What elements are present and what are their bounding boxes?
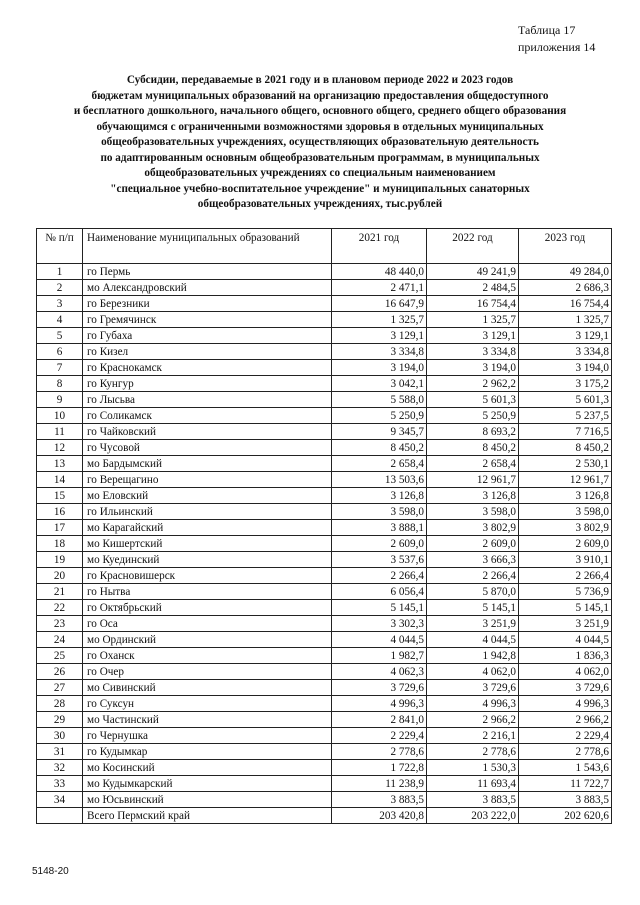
table-row [37,296,612,312]
cell-name: го Кудымкар [83,744,332,760]
caption-line-1: Таблица 17 [518,23,576,37]
cell-2022: 3 251,9 [427,616,519,632]
caption-line-2: приложения 14 [518,40,596,54]
cell-name: го Гремячинск [83,312,332,328]
table-row [37,680,612,696]
cell-name: мо Еловский [83,488,332,504]
cell-2023: 2 530,1 [519,456,612,472]
cell-2022: 203 222,0 [427,808,519,824]
cell-no: 30 [37,728,83,744]
cell-2022: 3 598,0 [427,504,519,520]
cell-name: мо Куединский [83,552,332,568]
cell-2022: 3 729,6 [427,680,519,696]
cell-name: мо Кудымкарский [83,776,332,792]
table-row [37,392,612,408]
table-row [37,328,612,344]
cell-2023: 4 996,3 [519,696,612,712]
table-row [37,744,612,760]
cell-2023: 1 543,6 [519,760,612,776]
table-row [37,584,612,600]
title-line: общеобразовательных учреждениях, осуществляющих образовательную деятельность [101,136,539,148]
cell-2022: 3 194,0 [427,360,519,376]
cell-no: 9 [37,392,83,408]
cell-name: мо Кишертский [83,536,332,552]
table-row [37,696,612,712]
cell-2023: 5 736,9 [519,584,612,600]
cell-2021: 1 722,8 [332,760,427,776]
table-total-row [37,808,612,824]
cell-2023: 4 062,0 [519,664,612,680]
table-row [37,312,612,328]
cell-2022: 5 145,1 [427,600,519,616]
cell-2021: 1 982,7 [332,648,427,664]
cell-2022: 11 693,4 [427,776,519,792]
cell-2022: 4 062,0 [427,664,519,680]
cell-2022: 2 962,2 [427,376,519,392]
table-row [37,488,612,504]
table-row [37,424,612,440]
cell-2023: 3 883,5 [519,792,612,808]
table-row [37,504,612,520]
cell-2021: 3 129,1 [332,328,427,344]
cell-2021: 2 229,4 [332,728,427,744]
cell-2021: 4 044,5 [332,632,427,648]
cell-2021: 2 778,6 [332,744,427,760]
cell-2021: 48 440,0 [332,264,427,280]
table-row [37,344,612,360]
cell-2023: 202 620,6 [519,808,612,824]
table-row [37,280,612,296]
cell-no: 12 [37,440,83,456]
cell-2023: 1 836,3 [519,648,612,664]
subsidies-table [36,228,612,824]
cell-no: 7 [37,360,83,376]
header-name: Наименование муниципальных образований [83,229,332,264]
title-line: по адаптированным основным общеобразовательным программам, в муниципальных [100,151,540,164]
table-row [37,568,612,584]
cell-2022: 3 883,5 [427,792,519,808]
cell-2022: 1 325,7 [427,312,519,328]
cell-2023: 3 126,8 [519,488,612,504]
cell-name: го Ильинский [83,504,332,520]
document-code: 5148-20 [32,866,69,877]
table-row [37,472,612,488]
cell-no: 21 [37,584,83,600]
cell-no: 32 [37,760,83,776]
cell-no [37,808,83,824]
title-line: "специальное учебно-воспитательное учреждение" и муниципальных санаторных [110,182,530,195]
cell-2023: 3 175,2 [519,376,612,392]
title-line: общеобразовательных учреждениях, тыс.рублей [197,198,443,210]
cell-2022: 2 216,1 [427,728,519,744]
cell-2023: 2 966,2 [519,712,612,728]
table-row [37,264,612,280]
title-line: бюджетам муниципальных образований на организацию предоставления общедоступного [91,89,549,102]
cell-2021: 3 334,8 [332,344,427,360]
cell-2021: 5 250,9 [332,408,427,424]
cell-2023: 4 044,5 [519,632,612,648]
cell-name: го Кизел [83,344,332,360]
cell-name: го Оса [83,616,332,632]
cell-no: 8 [37,376,83,392]
cell-no: 27 [37,680,83,696]
cell-2021: 3 729,6 [332,680,427,696]
cell-no: 5 [37,328,83,344]
cell-no: 18 [37,536,83,552]
cell-2022: 5 250,9 [427,408,519,424]
cell-2023: 3 334,8 [519,344,612,360]
table-row [37,376,612,392]
cell-2021: 2 471,1 [332,280,427,296]
cell-name: го Соликамск [83,408,332,424]
cell-name: го Оханск [83,648,332,664]
cell-2022: 2 609,0 [427,536,519,552]
cell-2021: 3 194,0 [332,360,427,376]
table-header-row [37,229,612,264]
cell-name: го Краснокамск [83,360,332,376]
table-row [37,664,612,680]
cell-no: 24 [37,632,83,648]
cell-2022: 1 942,8 [427,648,519,664]
cell-name: мо Карагайский [83,520,332,536]
cell-2023: 5 145,1 [519,600,612,616]
cell-2023: 5 601,3 [519,392,612,408]
table-body [37,264,612,824]
cell-2022: 12 961,7 [427,472,519,488]
cell-no: 34 [37,792,83,808]
cell-name: го Пермь [83,264,332,280]
cell-name: го Суксун [83,696,332,712]
cell-name: Всего Пермский край [83,808,332,824]
table-row [37,760,612,776]
cell-2022: 3 334,8 [427,344,519,360]
cell-2022: 8 450,2 [427,440,519,456]
cell-no: 4 [37,312,83,328]
cell-2023: 12 961,7 [519,472,612,488]
cell-no: 11 [37,424,83,440]
cell-no: 16 [37,504,83,520]
cell-name: го Чайковский [83,424,332,440]
cell-2021: 3 042,1 [332,376,427,392]
cell-no: 22 [37,600,83,616]
table-row [37,520,612,536]
cell-2022: 4 996,3 [427,696,519,712]
cell-name: го Чусовой [83,440,332,456]
cell-no: 29 [37,712,83,728]
table-row [37,360,612,376]
cell-no: 20 [37,568,83,584]
cell-2021: 3 598,0 [332,504,427,520]
cell-2022: 5 870,0 [427,584,519,600]
cell-2022: 2 778,6 [427,744,519,760]
cell-2021: 11 238,9 [332,776,427,792]
cell-2023: 3 729,6 [519,680,612,696]
cell-name: го Октябрьский [83,600,332,616]
cell-name: мо Ординский [83,632,332,648]
cell-2021: 3 126,8 [332,488,427,504]
cell-name: го Кунгур [83,376,332,392]
cell-2021: 2 841,0 [332,712,427,728]
cell-name: мо Бардымский [83,456,332,472]
title-line: Субсидии, передаваемые в 2021 году и в плановом периоде 2022 и 2023 годов [126,74,514,86]
cell-2023: 2 609,0 [519,536,612,552]
cell-2021: 9 345,7 [332,424,427,440]
header-2021: 2021 год [332,229,427,264]
cell-2023: 8 450,2 [519,440,612,456]
title-line: и бесплатного дошкольного, начального общего, основного общего, среднего общего образования [73,105,567,117]
cell-2021: 2 266,4 [332,568,427,584]
cell-2021: 8 450,2 [332,440,427,456]
title-line: обучающимся с ограниченными возможностями здоровья в отдельных муниципальных [96,120,544,133]
cell-2022: 3 666,3 [427,552,519,568]
table-row [37,648,612,664]
table-row [37,600,612,616]
cell-name: го Нытва [83,584,332,600]
cell-2021: 5 588,0 [332,392,427,408]
table-row [37,456,612,472]
cell-2023: 3 129,1 [519,328,612,344]
cell-2022: 8 693,2 [427,424,519,440]
cell-2023: 3 598,0 [519,504,612,520]
cell-name: го Лысьва [83,392,332,408]
cell-2022: 5 601,3 [427,392,519,408]
cell-no: 28 [37,696,83,712]
cell-no: 23 [37,616,83,632]
table-caption [518,22,628,56]
cell-no: 31 [37,744,83,760]
cell-2023: 7 716,5 [519,424,612,440]
cell-name: го Губаха [83,328,332,344]
cell-no: 25 [37,648,83,664]
cell-2021: 1 325,7 [332,312,427,328]
cell-2021: 4 062,3 [332,664,427,680]
table-row [37,440,612,456]
document-title [40,73,600,213]
cell-2021: 3 883,5 [332,792,427,808]
cell-no: 1 [37,264,83,280]
cell-2023: 2 778,6 [519,744,612,760]
cell-2022: 1 530,3 [427,760,519,776]
cell-2021: 16 647,9 [332,296,427,312]
cell-2023: 3 802,9 [519,520,612,536]
cell-2022: 3 129,1 [427,328,519,344]
cell-2022: 4 044,5 [427,632,519,648]
table-row [37,792,612,808]
cell-2023: 3 910,1 [519,552,612,568]
cell-no: 10 [37,408,83,424]
cell-name: мо Косинский [83,760,332,776]
cell-no: 3 [37,296,83,312]
table-row [37,712,612,728]
cell-2022: 3 126,8 [427,488,519,504]
cell-name: мо Юсьвинский [83,792,332,808]
cell-no: 6 [37,344,83,360]
cell-2022: 16 754,4 [427,296,519,312]
cell-no: 17 [37,520,83,536]
cell-2023: 2 686,3 [519,280,612,296]
cell-2022: 2 966,2 [427,712,519,728]
cell-2022: 2 484,5 [427,280,519,296]
cell-2022: 2 658,4 [427,456,519,472]
cell-2021: 2 658,4 [332,456,427,472]
cell-2023: 11 722,7 [519,776,612,792]
title-line: общеобразовательных учреждениях со специальным наименованием [144,167,496,179]
table-row [37,408,612,424]
cell-name: го Чернушка [83,728,332,744]
cell-name: мо Александровский [83,280,332,296]
cell-2022: 3 802,9 [427,520,519,536]
cell-2023: 49 284,0 [519,264,612,280]
table-row [37,728,612,744]
cell-name: го Березники [83,296,332,312]
table-row [37,552,612,568]
cell-2021: 3 888,1 [332,520,427,536]
table-row [37,632,612,648]
header-2022: 2022 год [427,229,519,264]
cell-2023: 3 194,0 [519,360,612,376]
table-row [37,536,612,552]
header-2023: 2023 год [519,229,612,264]
cell-2021: 5 145,1 [332,600,427,616]
cell-no: 14 [37,472,83,488]
cell-no: 15 [37,488,83,504]
cell-name: мо Частинский [83,712,332,728]
cell-2023: 2 229,4 [519,728,612,744]
header-no [37,229,83,264]
table-row [37,616,612,632]
cell-name: го Очер [83,664,332,680]
header-no-label: № п/п [45,232,74,244]
cell-2022: 49 241,9 [427,264,519,280]
cell-2021: 2 609,0 [332,536,427,552]
cell-2022: 2 266,4 [427,568,519,584]
cell-2021: 203 420,8 [332,808,427,824]
table-row [37,776,612,792]
cell-no: 33 [37,776,83,792]
cell-no: 2 [37,280,83,296]
cell-2023: 2 266,4 [519,568,612,584]
cell-no: 26 [37,664,83,680]
cell-2021: 6 056,4 [332,584,427,600]
cell-2021: 3 537,6 [332,552,427,568]
cell-2021: 4 996,3 [332,696,427,712]
cell-2023: 1 325,7 [519,312,612,328]
cell-name: го Верещагино [83,472,332,488]
cell-2021: 3 302,3 [332,616,427,632]
cell-no: 19 [37,552,83,568]
cell-2021: 13 503,6 [332,472,427,488]
cell-name: мо Сивинский [83,680,332,696]
cell-2023: 16 754,4 [519,296,612,312]
cell-2023: 5 237,5 [519,408,612,424]
cell-name: го Красновишерск [83,568,332,584]
cell-2023: 3 251,9 [519,616,612,632]
cell-no: 13 [37,456,83,472]
